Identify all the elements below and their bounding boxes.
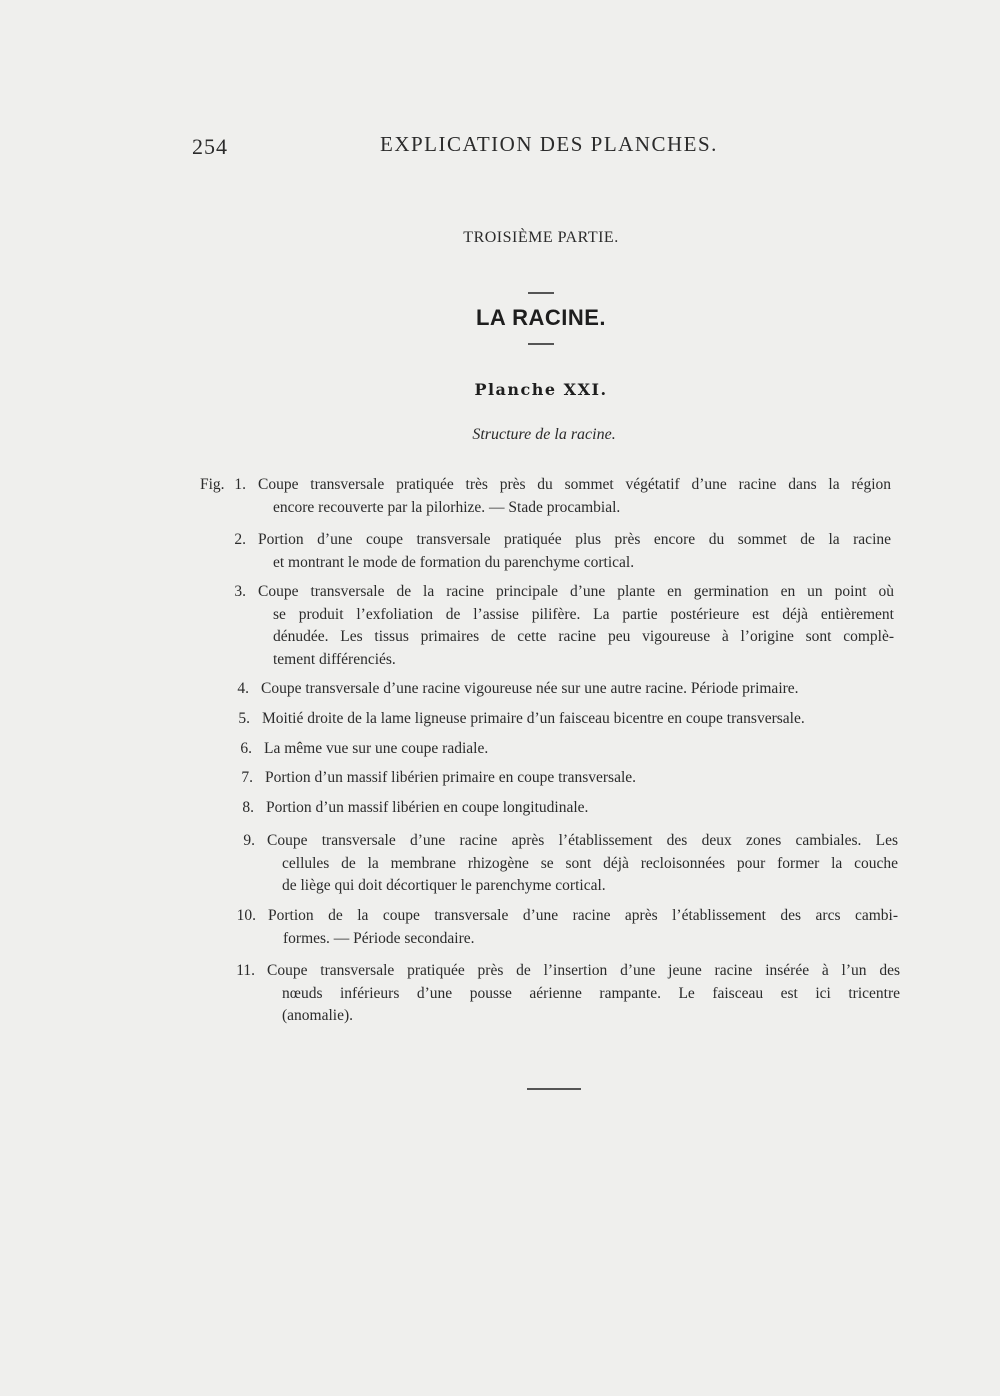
figure-number: 6. xyxy=(240,740,252,757)
entry-line: dénudée. Les tissus primaires de cette racine peu vigoureuse à l’origine sont complè- xyxy=(273,628,894,645)
entry-line: Coupe transversale pratiquée très près du sommet végétatif d’une racine dans la région xyxy=(258,476,891,493)
entry-line: Coupe transversale pratiquée près de l’insertion d’une jeune racine insérée à l’un des xyxy=(267,962,900,979)
entry-line: Moitié droite de la lame ligneuse primaire d’un faisceau bicentre en coupe transversale. xyxy=(262,710,805,727)
divider-rule xyxy=(528,343,554,345)
figure-number: 4. xyxy=(237,680,249,697)
entry-line: Portion d’une coupe transversale pratiquée plus près encore du sommet de la racine xyxy=(258,531,891,548)
figure-number: 7. xyxy=(241,769,253,786)
entry-line: se produit l’exfoliation de l’assise pilifère. La partie postérieure est déjà entièrement xyxy=(273,605,894,623)
figure-entry xyxy=(241,767,901,790)
figure-number: 11. xyxy=(236,962,255,979)
entry-line: Portion d’un massif libérien en coupe longitudinale. xyxy=(266,799,589,816)
page-number: 254 xyxy=(192,134,228,159)
figure-number: 5. xyxy=(238,710,250,727)
figure-number: 1. xyxy=(234,476,246,493)
end-rule xyxy=(527,1088,581,1090)
figure-entry xyxy=(234,581,894,671)
running-head: EXPLICATION DES PLANCHES. xyxy=(380,132,718,156)
entry-line: cellules de la membrane rhizogène se sont déjà recloisonnées pour former la couche xyxy=(282,854,898,872)
figure-entry xyxy=(242,797,902,820)
entry-line: Coupe transversale d’une racine après l’établissement des deux zones cambiales. Les xyxy=(267,832,898,849)
entry-line: tement différenciés. xyxy=(273,650,396,668)
entry-line: (anomalie). xyxy=(282,1007,354,1024)
fig-label: Fig. xyxy=(200,476,225,493)
figure-number: 2. xyxy=(234,531,246,548)
entry-line: Portion d’un massif libérien primaire en coupe transversale. xyxy=(265,769,637,786)
figure-entry xyxy=(236,960,900,1028)
entry-line: Portion de la coupe transversale d’une racine après l’établissement des arcs cambi- xyxy=(268,907,898,924)
figure-number: 10. xyxy=(236,907,256,924)
figure-entry xyxy=(238,708,898,731)
figure-number: 8. xyxy=(242,799,254,816)
figure-number: 9. xyxy=(243,832,255,849)
figure-entry xyxy=(234,529,891,574)
entry-line: encore recouverte par la pilorhize. — Stade procambial. xyxy=(273,498,621,516)
section-title: LA RACINE. xyxy=(475,305,607,330)
entry-line: Coupe transversale de la racine principale d’une plante en germination en un point où xyxy=(258,583,894,600)
divider-rule xyxy=(528,292,554,294)
entry-line: formes. — Période secondaire. xyxy=(283,929,475,947)
plate-title: Planche XXI. xyxy=(474,380,608,399)
plate-subtitle: Structure de la racine. xyxy=(472,426,616,443)
entry-line: La même vue sur une coupe radiale. xyxy=(264,740,489,757)
figure-entry xyxy=(240,738,900,761)
figure-entry xyxy=(234,474,891,519)
entry-line: nœuds inférieurs d’une pousse aérienne rampante. Le faisceau est ici tricentre xyxy=(282,984,900,1002)
figure-entry xyxy=(243,830,898,898)
figure-entry xyxy=(236,905,898,950)
entry-line: Coupe transversale d’une racine vigoureuse née sur une autre racine. Période primaire. xyxy=(261,680,799,697)
entry-line: et montrant le mode de formation du parenchyme cortical. xyxy=(273,553,635,571)
figure-entry xyxy=(237,678,897,701)
figure-number: 3. xyxy=(234,583,246,600)
entry-line: de liège qui doit décortiquer le parenchyme cortical. xyxy=(282,877,606,894)
part-title: TROISIÈME PARTIE. xyxy=(463,229,619,246)
